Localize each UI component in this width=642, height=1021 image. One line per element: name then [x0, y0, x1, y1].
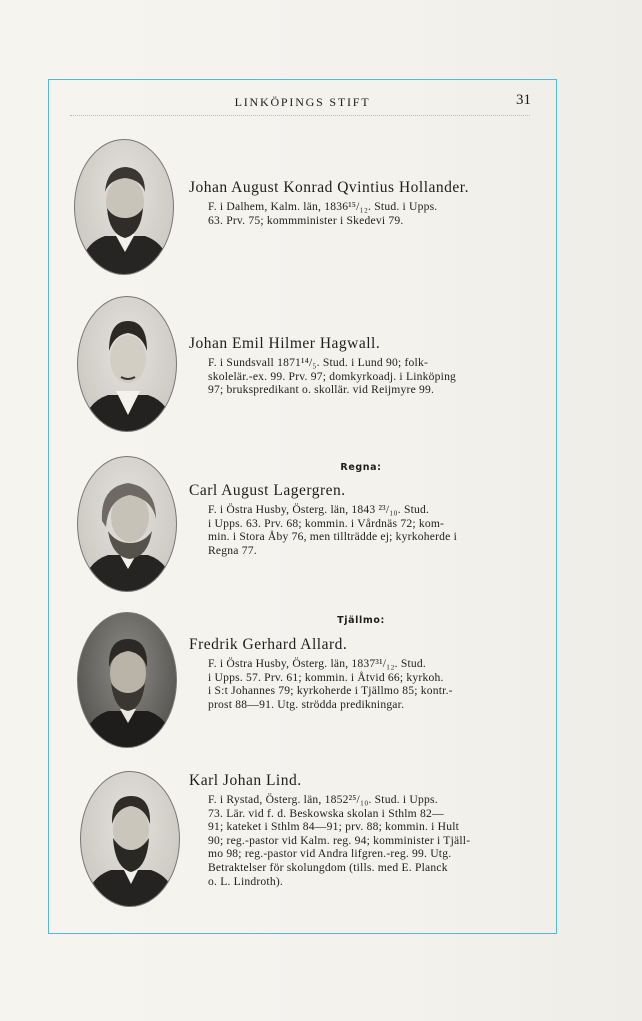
biography-entry — [189, 635, 533, 711]
biography-line: 63. Prv. 75; kommminister i Skedevi 79. — [208, 213, 404, 227]
portrait-photo — [77, 612, 177, 748]
biography-line: Betraktelser för skolungdom (tills. med E. Planck — [208, 860, 448, 874]
biography-entry — [189, 178, 533, 227]
biography-line: min. i Stora Åby 76, men tillträdde ej; kyrkoherde i — [208, 530, 457, 544]
parish-heading: Tjällmo: — [337, 615, 385, 626]
biography-line: i S:t Johannes 79; kyrkoherde i Tjällmo 85; kontr.- — [208, 684, 453, 698]
biography-text — [189, 200, 533, 227]
biography-entry — [189, 481, 533, 557]
biography-line: 73. Lär. vid f. d. Beskowska skolan i Sthlm 82— — [208, 806, 444, 820]
biography-line: mo 98; reg.-pastor vid Andra lifgren.-reg. 99. Utg. — [208, 847, 452, 861]
biography-line: 97; brukspredikant o. skollär. vid Reijmyre 99. — [208, 383, 435, 397]
biography-line: i Upps. 57. Prv. 61; kommin. i Åtvid 66; kyrkoh. — [208, 670, 444, 684]
biography-line: F. i Dalhem, Kalm. län, 1836¹⁵/₁₂. Stud. i Upps. — [208, 200, 438, 213]
running-header — [48, 92, 557, 115]
biography-line: i Upps. 63. Prv. 68; kommin. i Vårdnäs 72; kom- — [208, 516, 445, 530]
portrait-photo — [77, 296, 177, 432]
biography-line: skolelär.-ex. 99. Prv. 97; domkyrkoadj. i Linköping — [208, 369, 457, 383]
person-name: Carl August Lagergren. — [189, 482, 346, 499]
biography-line: F. i Östra Husby, Österg. län, 1843 ²³/₁₀. Stud. — [208, 503, 430, 516]
biography-line: 90; reg.-pastor vid Kalm. reg. 94; komminister i Tjäll- — [208, 833, 471, 847]
biography-line: 91; kateket i Sthlm 84—91; prv. 88; kommin. i Hult — [208, 820, 460, 834]
header-divider — [70, 115, 530, 116]
portrait-photo — [74, 139, 174, 275]
person-name: Karl Johan Lind. — [189, 772, 302, 789]
running-header-title: LINKÖPINGS STIFT — [234, 95, 371, 109]
biography-entry — [189, 771, 533, 888]
portrait-photo — [77, 456, 177, 592]
biography-text — [189, 503, 533, 557]
person-name: Johan August Konrad Qvintius Hollander. — [189, 179, 469, 196]
biography-text — [189, 657, 533, 711]
biography-line: F. i Rystad, Österg. län, 1852²⁵/₁₀. Stud. i Upps. — [208, 793, 438, 806]
biography-entry — [189, 334, 533, 397]
biography-text — [189, 356, 533, 397]
biography-text — [189, 793, 533, 888]
biography-line: prost 88—91. Utg. strödda predikningar. — [208, 697, 405, 711]
parish-heading: Regna: — [340, 462, 382, 473]
biography-line: F. i Östra Husby, Österg. län, 1837³¹/₁₂. Stud. — [208, 657, 427, 670]
portrait-photo — [80, 771, 180, 907]
biography-line: Regna 77. — [208, 543, 257, 557]
person-name: Fredrik Gerhard Allard. — [189, 636, 348, 653]
biography-line: F. i Sundsvall 1871¹⁴/₅. Stud. i Lund 90; folk- — [208, 356, 429, 369]
page-number: 31 — [516, 92, 531, 108]
person-name: Johan Emil Hilmer Hagwall. — [189, 335, 381, 352]
biography-line: o. L. Lindroth). — [208, 874, 284, 888]
